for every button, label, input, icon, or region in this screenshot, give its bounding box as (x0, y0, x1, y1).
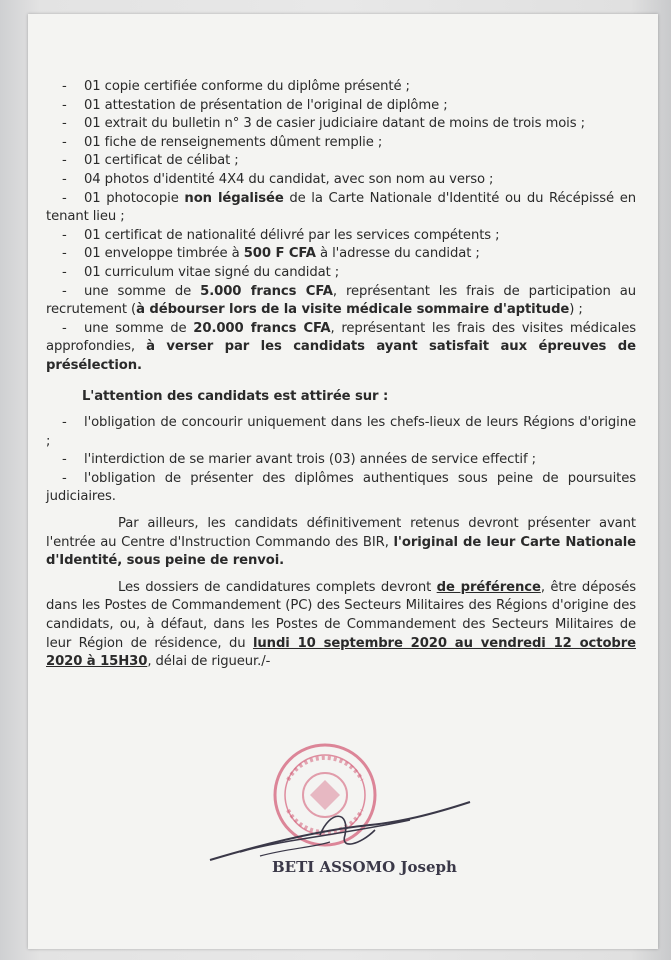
list-item: - 01 attestation de présentation de l'original de diplôme ; (62, 97, 448, 113)
list-item-cv: - 01 curriculum vitae signé du candidat ; (62, 264, 340, 280)
list-item: - 01 copie certifiée conforme du diplôme présenté ; (62, 79, 410, 94)
attention-list (46, 414, 636, 507)
required-documents-list (46, 78, 636, 376)
list-item-enveloppe: - 01 enveloppe timbrée à 500 F CFA à l'adresse du candidat ; (62, 246, 480, 262)
list-item: - 01 certificat de célibat ; (62, 153, 239, 169)
list-item: - l'interdiction de se marier avant trois (03) années de service effectif ; (62, 452, 536, 468)
document-body (46, 78, 636, 672)
dossiers-paragraph: Les dossiers de candidatures complets devront de préférence, être déposés dans les Postes de Commandement (PC) des Secteurs Militaires des Régions d'origine des candidats, ou, à défaut, dans les Postes de Commandement des Secteurs Militaires de leur Région de résidence, du lundi 10 septembre 2020 au vendredi 12 octobre 2020 à 15H30, délai de rigueur./- (46, 579, 636, 670)
list-item-photocopie: - 01 photocopie non légalisée de la Carte Nationale d'Identité ou du Récépissé en tenant lieu ; (46, 190, 636, 225)
list-item-nationalite: - 01 certificat de nationalité délivré par les services compétents ; (62, 227, 500, 243)
list-item: - 01 extrait du bulletin n° 3 de casier judiciaire datant de moins de trois mois ; (62, 116, 585, 132)
list-item: - 04 photos d'identité 4X4 du candidat, avec son nom au verso ; (62, 171, 494, 187)
list-item: - l'obligation de concourir uniquement dans les chefs-lieux de leurs Régions d'origine ; (46, 415, 636, 449)
list-item: - 01 fiche de renseignements dûment remplie ; (62, 134, 383, 150)
par-ailleurs-paragraph: Par ailleurs, les candidats définitivement retenus devront présenter avant l'entrée au Centre d'Instruction Commando des BIR, l'original de leur Carte Nationale d'Identité, sous peine de renvoi. (46, 516, 637, 569)
attention-heading: L'attention des candidats est attirée sur : (82, 388, 389, 404)
list-item-fee-20000: - une somme de 20.000 francs CFA, représentant les frais des visites médicales approfondies, à verser par les candidats ayant satisfait aux épreuves de présélection. (46, 320, 636, 373)
list-item: - l'obligation de présenter des diplômes authentiques sous peine de poursuites judiciaires. (46, 470, 636, 505)
signer-name: BETI ASSOMO Joseph (272, 858, 457, 876)
list-item-fee-5000: - une somme de 5.000 francs CFA, représentant les frais de participation au recrutement (à débourser lors de la visite médicale sommaire d'aptitude) ; (46, 283, 636, 318)
